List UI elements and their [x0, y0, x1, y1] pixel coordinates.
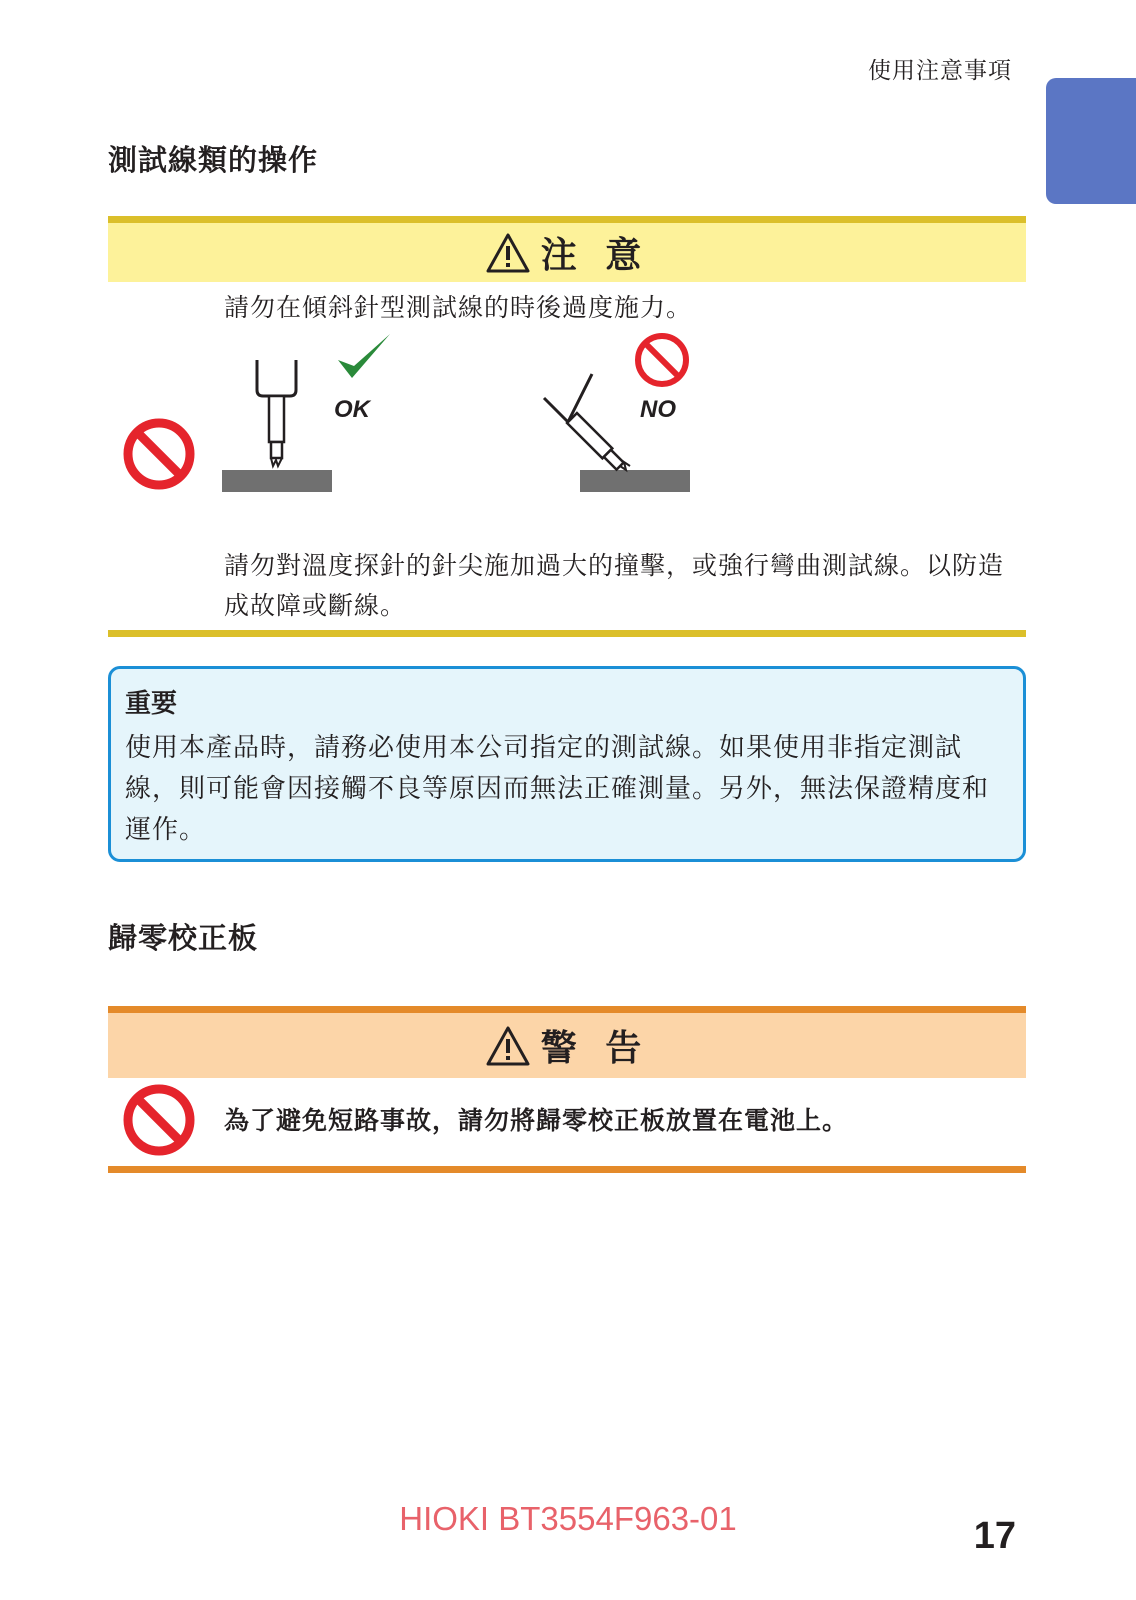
caution-text-1: 請勿在傾斜針型測試線的時後過度施力。 [224, 293, 693, 322]
caution-bottom-rule [108, 630, 1026, 637]
caution-text-2: 請勿對溫度探針的針尖施加過大的撞擊，或強行彎曲測試線。以防造成故障或斷線。 [224, 551, 1005, 620]
page-number: 17 [973, 1515, 1016, 1557]
warning-triangle-icon [485, 232, 531, 274]
check-mark-icon [334, 330, 394, 384]
section-title-zero-adjust-board: 歸零校正板 [108, 921, 259, 955]
warning-bottom-rule [108, 1166, 1026, 1173]
document-id: HIOKI BT3554F963-01 [399, 1500, 737, 1537]
caution-label: 注 意 [540, 235, 650, 276]
prohibit-small-icon [632, 330, 692, 390]
no-label: NO [640, 396, 676, 423]
warning-triangle-icon [485, 1025, 531, 1067]
warning-text: 為了避免短路事故，請勿將歸零校正板放置在電池上。 [224, 1106, 849, 1135]
ok-label: OK [334, 396, 370, 423]
chapter-side-tab [1046, 78, 1136, 204]
important-note-box [108, 666, 1026, 862]
warning-banner [108, 1006, 1026, 1078]
important-body: 使用本產品時，請務必使用本公司指定的測試線。如果使用非指定測試線，則可能會因接觸不良等原因而無法正確測量。另外，無法保證精度和運作。 [125, 733, 990, 845]
page-header-section: 使用注意事項 [868, 58, 1012, 84]
warning-label: 警 告 [540, 1028, 650, 1069]
important-title: 重要 [125, 689, 178, 719]
section-title-test-leads: 測試線類的操作 [108, 143, 319, 177]
caution-banner [108, 216, 1026, 282]
prohibit-icon [122, 417, 196, 491]
prohibit-icon [122, 1083, 196, 1157]
